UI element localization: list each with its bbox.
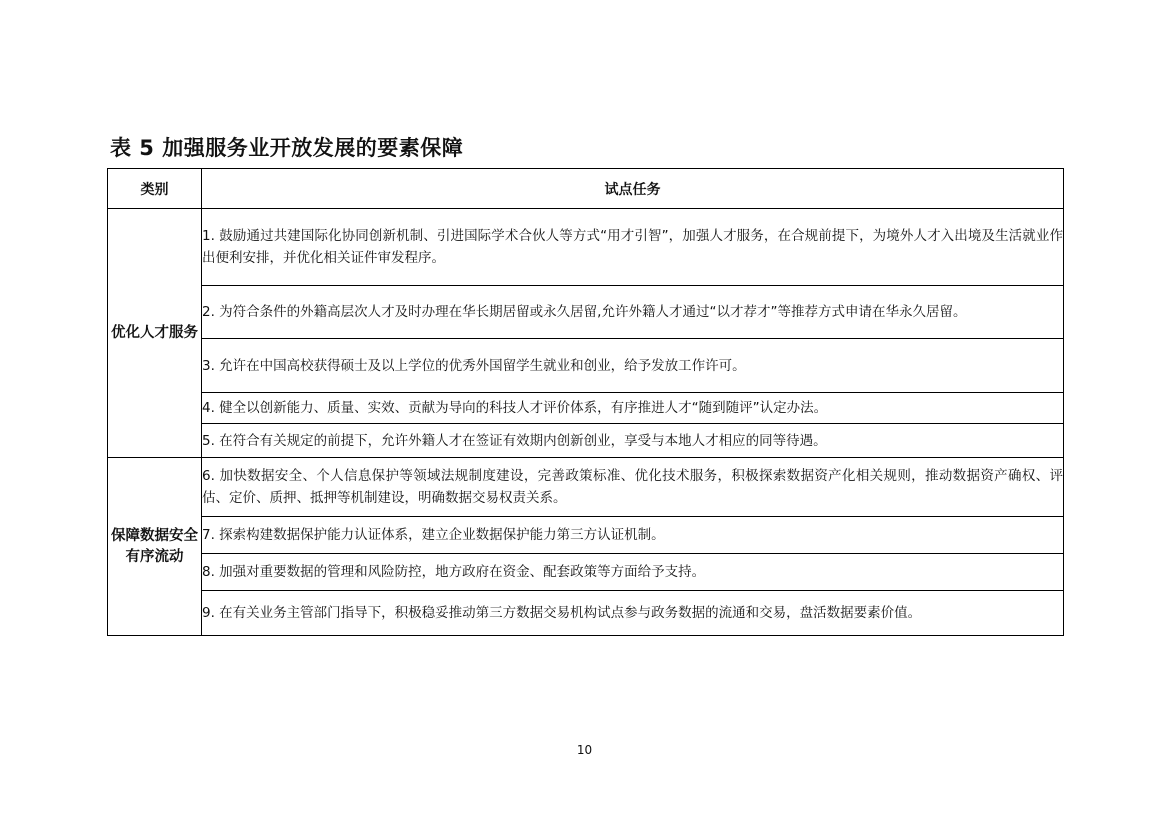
header-category: 类别 <box>108 169 202 209</box>
table-row <box>108 209 1064 286</box>
task-item-7: 7. 探索构建数据保护能力认证体系，建立企业数据保护能力第三方认证机制。 <box>202 517 1064 554</box>
table-title: 表 5 加强服务业开放发展的要素保障 <box>110 136 464 160</box>
category-data-security: 保障数据安全有序流动 <box>108 458 202 636</box>
task-item-2: 2. 为符合条件的外籍高层次人才及时办理在华长期居留或永久居留,允许外籍人才通过“以才荐才”等推荐方式申请在华永久居留。 <box>202 286 1064 339</box>
table-row <box>108 393 1064 424</box>
table-row <box>108 554 1064 591</box>
table-row <box>108 339 1064 393</box>
task-item-6: 6. 加快数据安全、个人信息保护等领域法规制度建设，完善政策标准、优化技术服务，积极探索数据资产化相关规则，推动数据资产确权、评估、定价、质押、抵押等机制建设，明确数据交易权责关系。 <box>202 458 1064 517</box>
table-row <box>108 286 1064 339</box>
table-row <box>108 458 1064 517</box>
table-row <box>108 517 1064 554</box>
task-item-9: 9. 在有关业务主管部门指导下，积极稳妥推动第三方数据交易机构试点参与政务数据的流通和交易，盘活数据要素价值。 <box>202 591 1064 636</box>
task-item-5: 5. 在符合有关规定的前提下，允许外籍人才在签证有效期内创新创业，享受与本地人才相应的同等待遇。 <box>202 424 1064 458</box>
table-row <box>108 424 1064 458</box>
category-talent-service: 优化人才服务 <box>108 209 202 458</box>
policy-table <box>107 168 1064 636</box>
page-number: 10 <box>576 743 593 757</box>
task-item-4: 4. 健全以创新能力、质量、实效、贡献为导向的科技人才评价体系，有序推进人才“随到随评”认定办法。 <box>202 393 1064 424</box>
task-item-1: 1. 鼓励通过共建国际化协同创新机制、引进国际学术合伙人等方式“用才引智”，加强人才服务，在合规前提下，为境外人才入出境及生活就业作出便利安排，并优化相关证件审发程序。 <box>202 209 1064 286</box>
task-item-3: 3. 允许在中国高校获得硕士及以上学位的优秀外国留学生就业和创业，给予发放工作许可。 <box>202 339 1064 393</box>
task-item-8: 8. 加强对重要数据的管理和风险防控，地方政府在资金、配套政策等方面给予支持。 <box>202 554 1064 591</box>
table-row <box>108 591 1064 636</box>
header-task: 试点任务 <box>202 169 1064 209</box>
table-header-row <box>108 169 1064 209</box>
